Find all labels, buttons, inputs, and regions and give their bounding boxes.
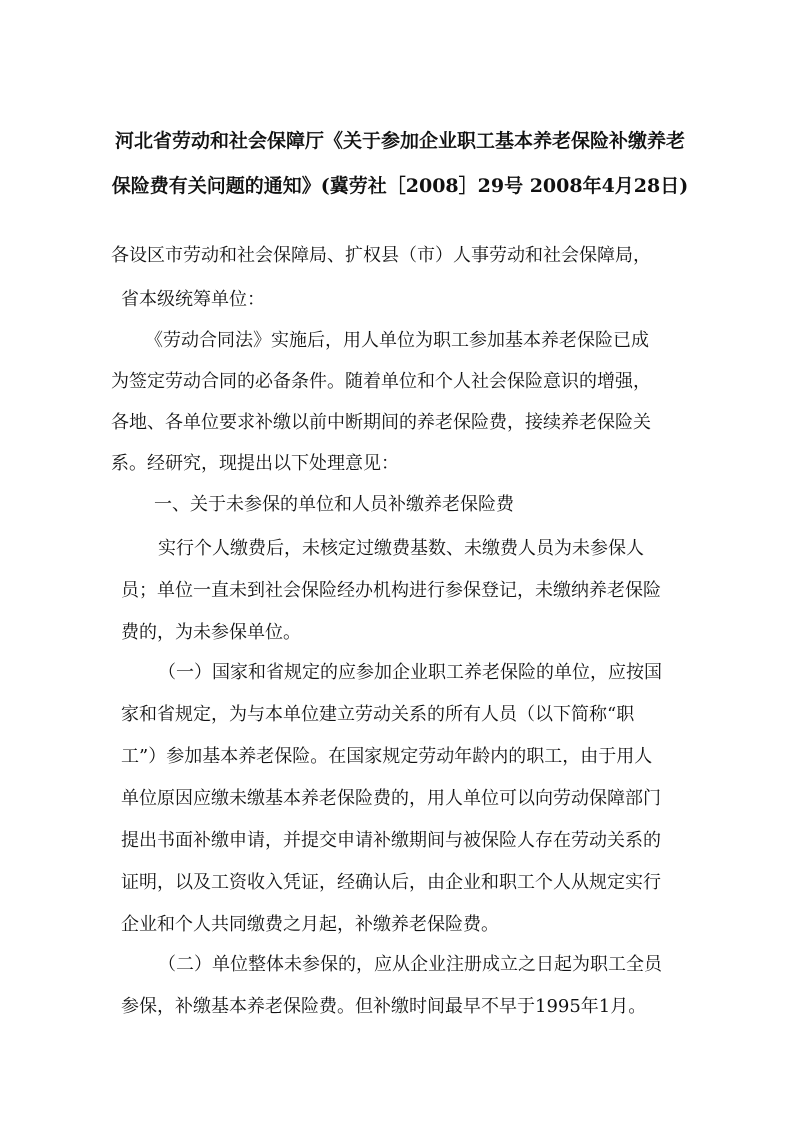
paragraph-1-line-4: 系。经研究，现提出以下处理意见： [111,453,399,474]
paragraph-3-line-6: 证明，以及工资收入凭证，经确认后，由企业和职工个人从规定实行 [121,872,661,893]
paragraph-1-line-2: 为签定劳动合同的必备条件。随着单位和个人社会保险意识的增强， [111,371,651,392]
paragraph-2-line-1: 实行个人缴费后，未核定过缴费基数、未缴费人员为未参保人 [158,538,644,559]
paragraph-3-line-5: 提出书面补缴申请，并提交申请补缴期间与被保险人存在劳动关系的 [121,830,661,851]
paragraph-3-line-7: 企业和个人共同缴费之月起，补缴养老保险费。 [121,914,499,935]
salutation-line-1: 各设区市劳动和社会保障局、扩权县（市）人事劳动和社会保障局， [111,245,651,266]
document-title-line-1: 河北省劳动和社会保障厅《关于参加企业职工基本养老保险补缴养老 [114,130,685,152]
document-title-line-2: 保险费有关问题的通知》(冀劳社［2008］29号 2008年4月28日) [111,175,689,197]
section-heading-1: 一、关于未参保的单位和人员补缴养老保险费 [154,494,514,515]
paragraph-1-line-1: 《劳动合同法》实施后，用人单位为职工参加基本养老保险已成 [145,330,649,351]
paragraph-2-line-3: 费的，为未参保单位。 [121,622,301,643]
paragraph-4-line-2: 参保，补缴基本养老保险费。但补缴时间最早不早于1995年1月。 [121,996,647,1017]
paragraph-3-line-2: 家和省规定，为与本单位建立劳动关系的所有人员（以下简称“职 [121,704,635,725]
paragraph-1-line-3: 各地、各单位要求补缴以前中断期间的养老保险费，接续养老保险关 [111,412,651,433]
paragraph-2-line-2: 员；单位一直未到社会保险经办机构进行参保登记，未缴纳养老保险 [121,580,661,601]
salutation-line-2: 省本级统筹单位： [121,289,265,310]
paragraph-4-line-1: （二）单位整体未参保的，应从企业注册成立之日起为职工全员 [158,954,662,975]
paragraph-3-line-4: 单位原因应缴未缴基本养老保险费的，用人单位可以向劳动保障部门 [121,788,661,809]
paragraph-3-line-1: （一）国家和省规定的应参加企业职工养老保险的单位，应按国 [158,662,662,683]
paragraph-3-line-3: 工”）参加基本养老保险。在国家规定劳动年龄内的职工，由于用人 [121,746,653,767]
